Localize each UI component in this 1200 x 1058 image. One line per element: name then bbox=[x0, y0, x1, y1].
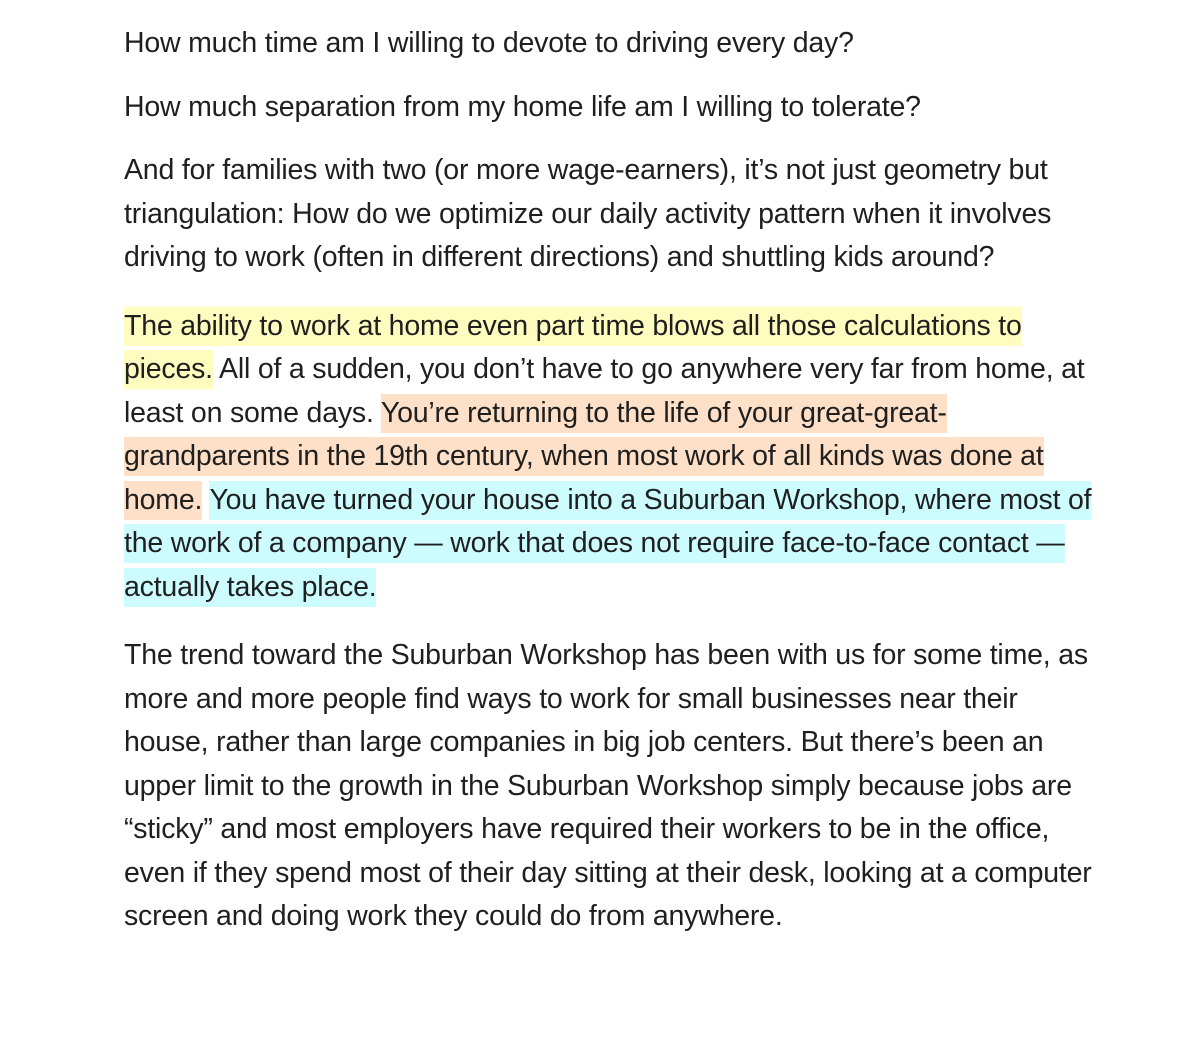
highlight-yellow: The ability to work at home even part time blows all those calculations to pieces. bbox=[124, 307, 1022, 390]
highlight-cyan: You have turned your house into a Suburban Workshop, where most of the work of a company — work that does not require face-to-face contact — actually takes place. bbox=[124, 481, 1091, 607]
paragraph-suburban-workshop-trend: The trend toward the Suburban Workshop has been with us for some time, as more and more people find ways to work for small businesses near their house, rather than large companies in big job centers. But there’s been an upper limit to the growth in the Suburban Workshop simply because jobs are “sticky” and most employers have required their workers to be in the office, even if they spend most of their day sitting at their desk, looking at a computer screen and doing work they could do from anywhere. bbox=[124, 639, 1092, 932]
paragraph-triangulation: And for families with two (or more wage-earners), it’s not just geometry but triangulation: How do we optimize our daily activity pattern when it involves driving to work (often in different directions) and shuttling kids around? bbox=[124, 154, 1052, 273]
paragraph-separation: How much separation from my home life am I willing to tolerate? bbox=[124, 90, 921, 123]
paragraph-driving-time: How much time am I willing to devote to driving every day? bbox=[124, 27, 854, 59]
article-body bbox=[124, 22, 1104, 939]
paragraph-work-at-home bbox=[124, 305, 1104, 610]
highlight-orange: You’re returning to the life of your great-great-grandparents in the 19th century, when most work of all kinds was done at home. bbox=[124, 394, 1044, 520]
plain-text: All of a sudden, you don’t have to go anywhere very far from home, at least on some days. bbox=[124, 353, 1085, 429]
